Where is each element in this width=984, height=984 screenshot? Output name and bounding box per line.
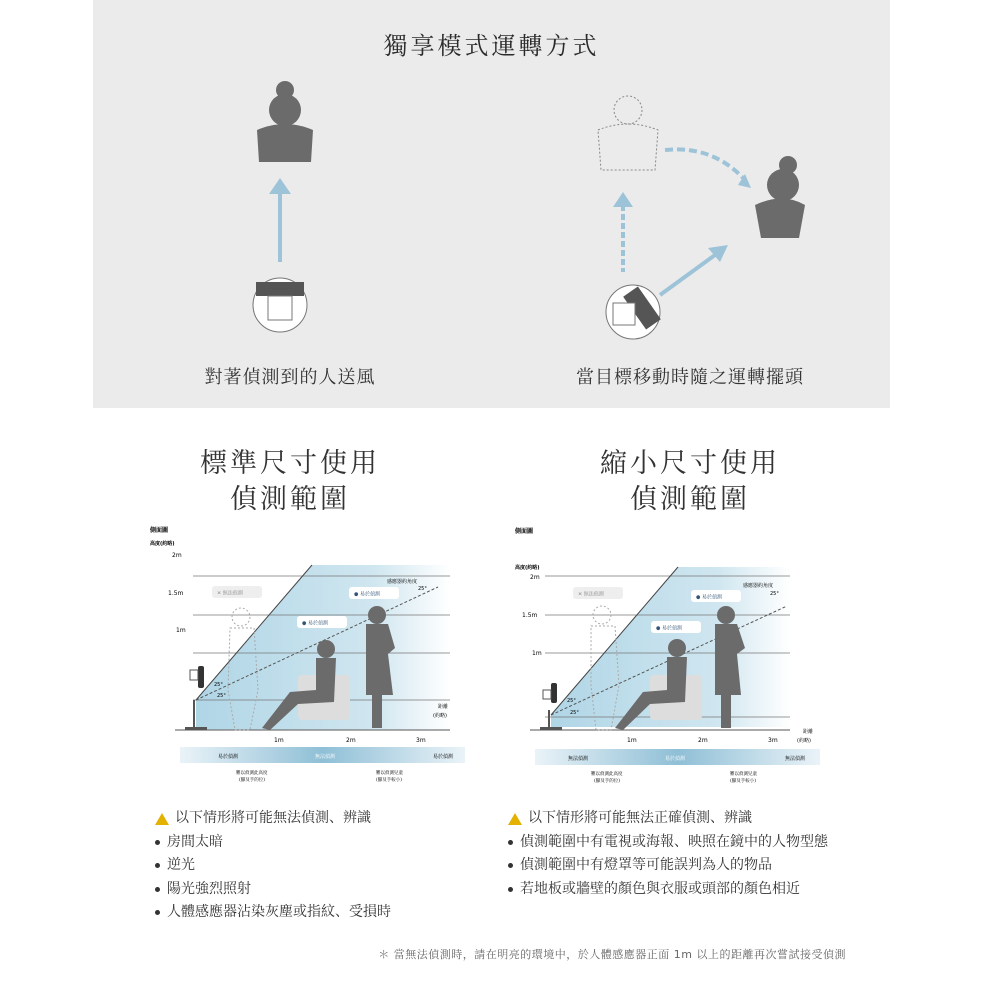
y-tick: 2m bbox=[530, 574, 540, 581]
x-tick: 1m bbox=[627, 737, 637, 744]
band-label: 無法偵測 bbox=[568, 756, 589, 762]
standard-warning-list bbox=[155, 807, 391, 925]
distance-label-2: (約略) bbox=[433, 713, 447, 719]
svg-text:● 易於偵測: ● 易於偵測 bbox=[656, 625, 682, 632]
svg-text:● 易於偵測: ● 易於偵測 bbox=[354, 591, 380, 598]
y-tick: 1.5m bbox=[168, 590, 184, 597]
distance-label: 距離 bbox=[438, 704, 449, 710]
y-tick: 1m bbox=[532, 650, 542, 657]
warning-text: 以下情形將可能無法偵測、辨識 bbox=[175, 810, 371, 826]
warning-text: 以下情形將可能無法正確偵測、辨識 bbox=[528, 810, 752, 826]
arrow-diagonal-icon bbox=[660, 245, 728, 295]
rotating-fan-icon bbox=[606, 285, 661, 339]
svg-text:● 易於偵測: ● 易於偵測 bbox=[696, 594, 722, 601]
list-item: 人體感應器沾染灰塵或指紋、受損時 bbox=[155, 901, 391, 925]
standard-title-line1: 標準尺寸使用 bbox=[200, 448, 380, 479]
side-view-label: 側面圖 bbox=[515, 528, 534, 535]
list-item: 偵測範圍中有電視或海報、映照在鏡中的人物型態 bbox=[508, 831, 828, 855]
note-right: 難以偵測兒童 bbox=[730, 772, 757, 777]
footnote: ＊ 當無法偵測時，請在明亮的環境中，於人體感應器正面 1m 以上的距離再次嘗試接受偵測 bbox=[378, 948, 846, 961]
angle-label: 25° bbox=[214, 682, 223, 688]
dashed-arrow-icon bbox=[665, 149, 745, 180]
mode-illustration bbox=[93, 0, 890, 408]
height-label: 高度(約略) bbox=[150, 541, 175, 547]
standard-title bbox=[150, 446, 430, 518]
note-left-2: (腳及手的位) bbox=[239, 778, 266, 783]
list-item: 房間太暗 bbox=[155, 831, 391, 855]
caption-right: 當目標移動時隨之運轉擺頭 bbox=[576, 367, 804, 388]
distance-label-2: (約略) bbox=[797, 738, 811, 744]
y-tick: 1m bbox=[176, 627, 186, 634]
list-item: 若地板或牆壁的顏色與衣服或頭部的顏色相近 bbox=[508, 878, 828, 902]
list-item: 陽光強烈照射 bbox=[155, 878, 391, 902]
cannot-detect-badge bbox=[212, 586, 262, 598]
angle-label: 25° bbox=[770, 591, 779, 597]
cannot-detect-badge bbox=[573, 587, 623, 599]
svg-text:✕ 無法偵測: ✕ 無法偵測 bbox=[578, 591, 604, 598]
angle-label: 25° bbox=[217, 693, 226, 699]
note-left-2: (腳及手的位) bbox=[594, 779, 621, 784]
angle-label: 25° bbox=[570, 710, 579, 716]
standard-range-diagram bbox=[150, 520, 470, 790]
warning-icon bbox=[508, 813, 522, 825]
sensor-angle-label: 感應器約角度 bbox=[743, 583, 774, 589]
x-tick: 3m bbox=[416, 737, 426, 744]
easy-detect-badge-standing bbox=[691, 590, 741, 602]
note-left: 難以偵測此高度 bbox=[236, 771, 268, 776]
svg-text:● 易於偵測: ● 易於偵測 bbox=[302, 620, 328, 627]
angle-label: 25° bbox=[567, 698, 576, 704]
x-tick: 2m bbox=[698, 737, 708, 744]
x-tick: 1m bbox=[274, 737, 284, 744]
previous-person-outline-icon bbox=[598, 96, 658, 170]
band-label: 無法偵測 bbox=[785, 756, 806, 762]
note-left: 難以偵測此高度 bbox=[591, 772, 623, 777]
compact-range-diagram bbox=[505, 520, 845, 790]
list-item: 偵測範圍中有燈罩等可能誤判為人的物品 bbox=[508, 854, 828, 878]
note-right: 難以偵測兒童 bbox=[376, 771, 403, 776]
band-label: 易於偵測 bbox=[665, 756, 686, 762]
warning-icon bbox=[155, 813, 169, 825]
fan-icon bbox=[253, 278, 307, 332]
compact-title-line1: 縮小尺寸使用 bbox=[600, 448, 780, 479]
easy-detect-badge-standing bbox=[349, 587, 399, 599]
distance-label: 距離 bbox=[803, 729, 814, 735]
compact-title-line2: 偵測範圍 bbox=[630, 484, 750, 515]
sensor-angle-label: 感應器約角度 bbox=[387, 579, 418, 585]
easy-detect-badge-seated bbox=[297, 616, 347, 628]
note-right-2: (腳及手較小) bbox=[376, 778, 403, 783]
caption-left: 對著偵測到的人送風 bbox=[204, 367, 376, 388]
y-tick: 2m bbox=[172, 552, 182, 559]
band-label: 易於偵測 bbox=[433, 754, 454, 760]
y-tick: 1.5m bbox=[522, 612, 538, 619]
standard-title-line2: 偵測範圍 bbox=[230, 484, 350, 515]
band-label: 易於偵測 bbox=[218, 754, 239, 760]
person-icon bbox=[257, 81, 313, 162]
x-tick: 2m bbox=[346, 737, 356, 744]
svg-text:✕ 無法偵測: ✕ 無法偵測 bbox=[217, 590, 243, 597]
arrow-up-icon bbox=[269, 178, 291, 262]
band-label: 無法偵測 bbox=[315, 754, 336, 760]
person-icon bbox=[755, 156, 805, 238]
easy-detect-badge-seated bbox=[651, 621, 701, 633]
note-right-2: (腳及手較小) bbox=[730, 779, 757, 784]
x-tick: 3m bbox=[768, 737, 778, 744]
list-item: 逆光 bbox=[155, 854, 391, 878]
panel-title: 獨享模式運轉方式 bbox=[383, 32, 600, 60]
height-label: 高度(約略) bbox=[515, 565, 540, 571]
compact-warning-list bbox=[508, 807, 828, 901]
compact-title bbox=[550, 446, 830, 518]
angle-label: 25° bbox=[418, 586, 427, 592]
side-view-label: 側面圖 bbox=[150, 527, 169, 534]
